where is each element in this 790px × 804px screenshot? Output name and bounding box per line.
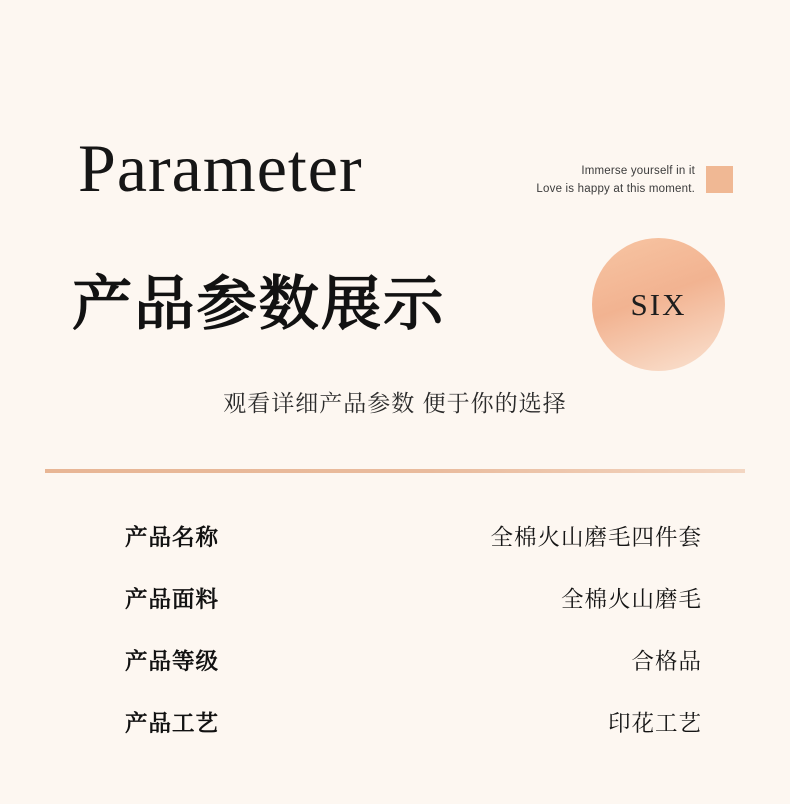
spec-value: 合格品 — [631, 649, 702, 674]
spec-value: 全棉火山磨毛 — [560, 587, 702, 612]
table-row — [0, 582, 790, 644]
spec-label: 产品等级 — [125, 649, 220, 674]
header-divider — [45, 469, 745, 473]
spec-value: 全棉火山磨毛四件套 — [490, 525, 702, 550]
table-row — [0, 520, 790, 582]
tagline-line-1: Immerse yourself in it — [581, 165, 695, 177]
table-row — [0, 644, 790, 706]
page-subtitle: 观看详细产品参数 便于你的选择 — [223, 390, 567, 416]
square-accent-shape — [706, 166, 733, 193]
spec-value: 印花工艺 — [607, 711, 702, 736]
tagline-block — [505, 162, 695, 198]
tagline-line-2: Love is happy at this moment. — [536, 183, 695, 195]
circle-badge-label: SIX — [630, 286, 687, 322]
spec-label: 产品名称 — [125, 525, 220, 550]
spec-label: 产品工艺 — [125, 711, 220, 736]
page-title-chinese: 产品参数展示 — [72, 271, 446, 337]
page-title-english: Parameter — [78, 130, 363, 206]
spec-table — [0, 520, 790, 768]
spec-label: 产品面料 — [125, 587, 220, 612]
table-row — [0, 706, 790, 768]
